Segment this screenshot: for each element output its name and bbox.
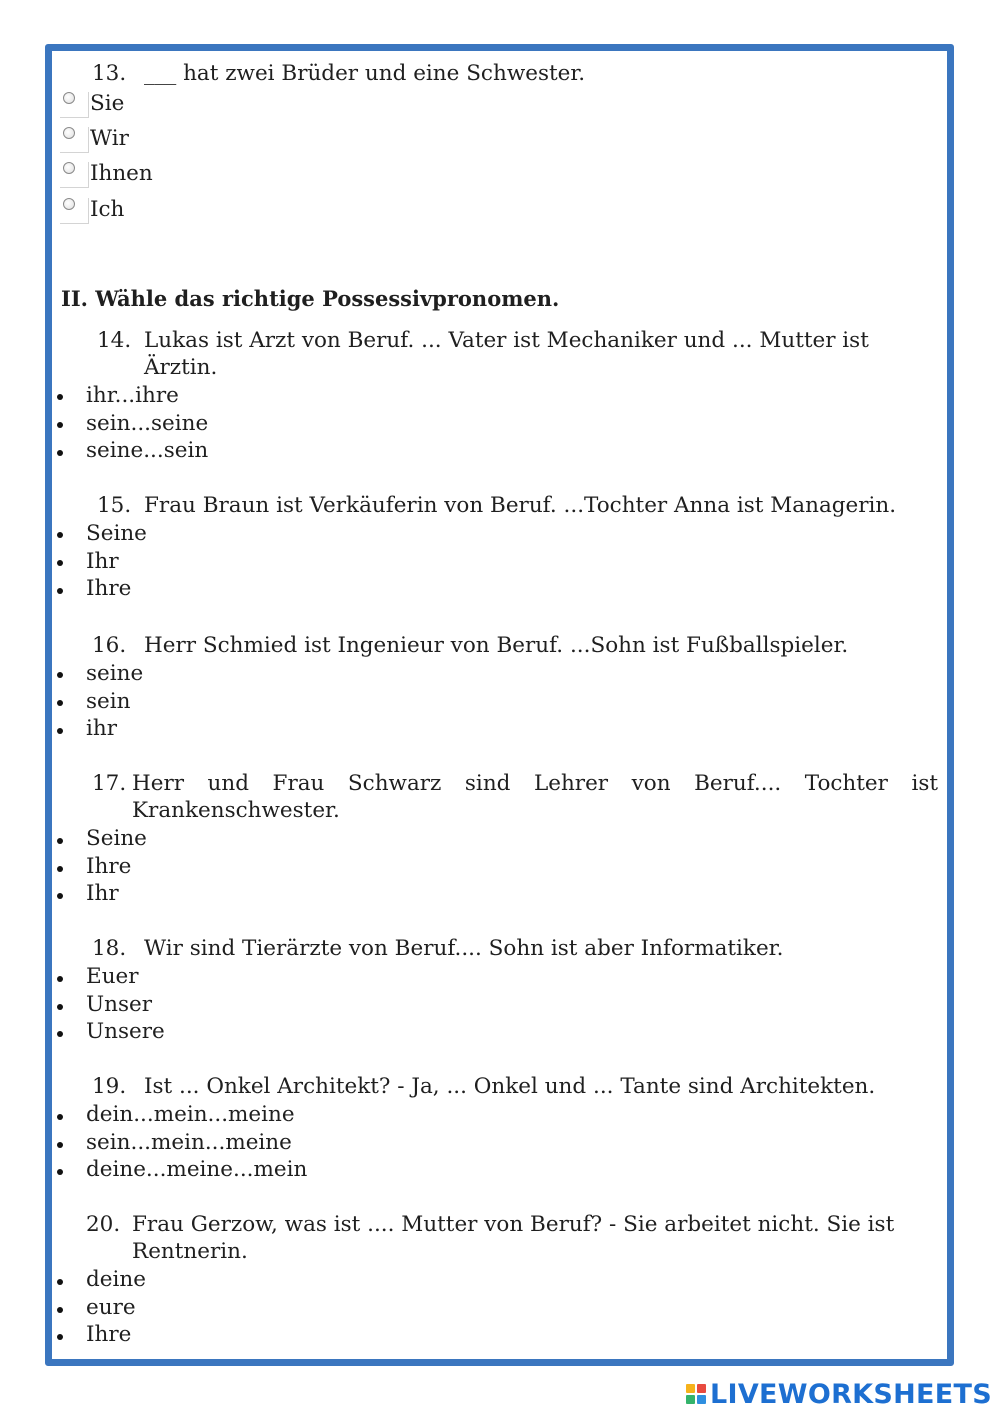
bullet bbox=[57, 450, 63, 456]
q17-option-1[interactable]: Seine bbox=[86, 826, 147, 851]
bullet bbox=[57, 866, 63, 872]
q18-option-3[interactable]: Unsere bbox=[86, 1019, 165, 1044]
q20-text-line1: Frau Gerzow, was ist .... Mutter von Beruf? - Sie arbeitet nicht. Sie ist bbox=[132, 1212, 895, 1237]
q18-option-2[interactable]: Unser bbox=[86, 992, 153, 1017]
q20-option-1[interactable]: deine bbox=[86, 1267, 146, 1292]
q17-number: 17. bbox=[92, 771, 127, 796]
bullet bbox=[57, 394, 63, 400]
q20-option-3[interactable]: Ihre bbox=[86, 1322, 132, 1347]
q20-number: 20. bbox=[86, 1212, 121, 1237]
bullet bbox=[57, 1031, 63, 1037]
q13-option-label: Wir bbox=[90, 126, 129, 151]
q15-text: Frau Braun ist Verkäuferin von Beruf. ...Tochter Anna ist Managerin. bbox=[144, 493, 897, 518]
q13-option-label: Sie bbox=[90, 91, 125, 116]
q15-option-3[interactable]: Ihre bbox=[86, 576, 132, 601]
q15-option-2[interactable]: Ihr bbox=[86, 549, 119, 574]
q18-text: Wir sind Tierärzte von Beruf.... Sohn ist aber Informatiker. bbox=[144, 936, 784, 961]
q13-text: ___ hat zwei Brüder und eine Schwester. bbox=[144, 61, 586, 86]
q20-text-line2: Rentnerin. bbox=[132, 1239, 248, 1264]
q16-option-2[interactable]: sein bbox=[86, 689, 131, 714]
radio-button[interactable] bbox=[63, 92, 75, 104]
q17-option-3[interactable]: Ihr bbox=[86, 881, 119, 906]
q14-option-1[interactable]: ihr...ihre bbox=[86, 383, 179, 408]
q16-option-3[interactable]: ihr bbox=[86, 716, 118, 741]
q17-option-2[interactable]: Ihre bbox=[86, 854, 132, 879]
q19-option-2[interactable]: sein...mein...meine bbox=[86, 1130, 292, 1155]
q19-option-1[interactable]: dein...mein...meine bbox=[86, 1102, 295, 1127]
q18-number: 18. bbox=[92, 936, 127, 961]
bullet bbox=[57, 422, 63, 428]
q13-number: 13. bbox=[92, 61, 127, 86]
q18-option-1[interactable]: Euer bbox=[86, 964, 139, 989]
radio-button[interactable] bbox=[63, 198, 75, 210]
q17-text-line1: Herr und Frau Schwarz sind Lehrer von Beruf.... Tochter ist bbox=[132, 771, 938, 796]
bullet bbox=[57, 588, 63, 594]
q14-number: 14. bbox=[97, 328, 132, 353]
q16-text: Herr Schmied ist Ingenieur von Beruf. ...Sohn ist Fußballspieler. bbox=[144, 633, 849, 658]
bullet bbox=[57, 560, 63, 566]
bullet bbox=[57, 728, 63, 734]
q16-option-1[interactable]: seine bbox=[86, 661, 144, 686]
bullet bbox=[57, 893, 63, 899]
bullet bbox=[57, 1307, 63, 1313]
bullet bbox=[57, 1004, 63, 1010]
brand-name: LIVEWORKSHEETS bbox=[709, 1378, 992, 1410]
bullet bbox=[57, 1279, 63, 1285]
q14-text-line1: Lukas ist Arzt von Beruf. ... Vater ist Mechaniker und ... Mutter ist bbox=[144, 328, 869, 353]
q14-option-2[interactable]: sein...seine bbox=[86, 411, 209, 436]
q14-text-line2: Ärztin. bbox=[144, 355, 218, 380]
bullet bbox=[57, 976, 63, 982]
bullet bbox=[57, 1169, 63, 1175]
q15-number: 15. bbox=[97, 493, 132, 518]
bullet bbox=[57, 1142, 63, 1148]
q13-option-label: Ich bbox=[90, 197, 125, 222]
radio-button[interactable] bbox=[63, 162, 75, 174]
q13-option-label: Ihnen bbox=[90, 161, 153, 186]
bullet bbox=[57, 1334, 63, 1340]
logo-icon bbox=[686, 1384, 706, 1404]
liveworksheets-logo bbox=[686, 1377, 992, 1411]
bullet bbox=[57, 1114, 63, 1120]
q20-option-2[interactable]: eure bbox=[86, 1295, 136, 1320]
q16-number: 16. bbox=[92, 633, 127, 658]
q19-text: Ist ... Onkel Architekt? - Ja, ... Onkel und ... Tante sind Architekten. bbox=[144, 1074, 876, 1099]
bullet bbox=[57, 838, 63, 844]
q15-option-1[interactable]: Seine bbox=[86, 521, 147, 546]
bullet bbox=[57, 700, 63, 706]
radio-button[interactable] bbox=[63, 127, 75, 139]
q19-option-3[interactable]: deine...meine...mein bbox=[86, 1157, 308, 1182]
q19-number: 19. bbox=[92, 1074, 127, 1099]
section-heading: II. Wähle das richtige Possessivpronomen. bbox=[61, 286, 560, 311]
q14-option-3[interactable]: seine...sein bbox=[86, 438, 209, 463]
bullet bbox=[57, 532, 63, 538]
bullet bbox=[57, 672, 63, 678]
q17-text-line2: Krankenschwester. bbox=[132, 798, 340, 823]
